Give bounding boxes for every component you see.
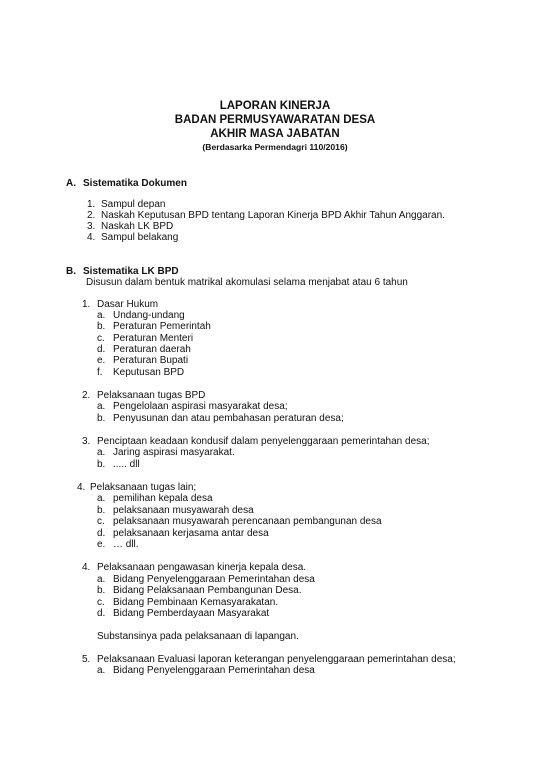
- sub-item: Bidang Penyelenggaraan Pemerintahan desa: [113, 665, 315, 676]
- sub-item-letter: b.: [97, 459, 106, 470]
- list-item-number: 3.: [87, 221, 96, 232]
- list-item-number: 1.: [82, 299, 91, 310]
- sub-item: pelaksanaan musyawarah perencanaan pembangunan desa: [113, 516, 382, 527]
- sub-item-letter: f.: [97, 367, 103, 378]
- sub-item-letter: a.: [97, 401, 106, 412]
- section-a-number: A.: [66, 178, 76, 189]
- sub-item: pemilihan kepala desa: [113, 493, 213, 504]
- sub-item-letter: b.: [97, 505, 106, 516]
- sub-item-letter: c.: [97, 597, 105, 608]
- list-item-number: 2.: [82, 390, 91, 401]
- list-item-number: 2.: [87, 210, 96, 221]
- sub-item: Pengelolaan aspirasi masyarakat desa;: [113, 401, 288, 412]
- doc-title-line-3: AKHIR MASA JABATAN: [210, 128, 340, 140]
- sub-item-letter: a.: [97, 574, 106, 585]
- section-b-number: B.: [66, 266, 76, 277]
- list-item: Pelaksanaan tugas BPD: [97, 390, 206, 401]
- section-b-intro: Disusun dalam bentuk matrikal akomulasi selama menjabat atau 6 tahun: [86, 277, 408, 288]
- list-item: Naskah LK BPD: [101, 221, 174, 232]
- sub-item: … dll.: [113, 539, 139, 550]
- list-item: Dasar Hukum: [97, 299, 159, 310]
- list-item-number: 3.: [82, 436, 91, 447]
- doc-title-line-2: BADAN PERMUSYAWARATAN DESA: [174, 114, 376, 126]
- sub-item: Peraturan Bupati: [113, 355, 189, 366]
- sub-item-letter: e.: [97, 539, 106, 550]
- sub-item-letter: c.: [97, 516, 105, 527]
- doc-title-line-1: LAPORAN KINERJA: [219, 100, 331, 112]
- section-a-heading: Sistematika Dokumen: [83, 178, 187, 189]
- list-item: Penciptaan keadaan kondusif dalam penyelenggaraan pemerintahan desa;: [97, 436, 430, 447]
- list-item: Sampul depan: [101, 199, 166, 210]
- list-item: Sampul belakang: [101, 232, 179, 243]
- doc-subtitle: (Berdasarka Permendagri 110/2016): [202, 142, 348, 152]
- sub-item: ..... dll: [113, 459, 140, 470]
- list-item: Naskah Keputusan BPD tentang Laporan Kinerja BPD Akhir Tahun Anggaran.: [101, 210, 445, 221]
- sub-item: Peraturan Menteri: [113, 333, 194, 344]
- list-item-number: 4.: [82, 562, 91, 573]
- sub-item: Bidang Pemberdayaan Masyarakat: [113, 608, 270, 619]
- item-note: Substansinya pada pelaksanaan di lapangan.: [97, 631, 299, 642]
- sub-item: Undang-undang: [113, 310, 185, 321]
- sub-item: Bidang Pelaksanaan Pembangunan Desa.: [113, 585, 302, 596]
- sub-item-letter: b.: [97, 585, 106, 596]
- sub-item-letter: c.: [97, 333, 105, 344]
- section-b-heading: Sistematika LK BPD: [83, 266, 179, 277]
- sub-item-letter: a.: [97, 665, 106, 676]
- sub-item: Jaring aspirasi masyarakat.: [113, 447, 235, 458]
- sub-item: pelaksanaan kerjasama antar desa: [113, 528, 269, 539]
- sub-item: Peraturan daerah: [113, 344, 191, 355]
- sub-item: Penyusunan dan atau pembahasan peraturan desa;: [113, 413, 344, 424]
- sub-item-letter: d.: [97, 608, 106, 619]
- sub-item-letter: a.: [97, 310, 106, 321]
- list-item: Pelaksanaan tugas lain;: [90, 482, 197, 493]
- list-item-number: 5.: [82, 654, 91, 665]
- sub-item: pelaksanaan musyawarah desa: [113, 505, 254, 516]
- sub-item-letter: a.: [97, 493, 106, 504]
- sub-item-letter: b.: [97, 413, 106, 424]
- sub-item: Bidang Penyelenggaraan Pemerintahan desa: [113, 574, 315, 585]
- sub-item: Bidang Pembinaan Kemasyarakatan.: [113, 597, 279, 608]
- list-item-number: 4.: [77, 482, 86, 493]
- sub-item-letter: b.: [97, 321, 106, 332]
- sub-item: Peraturan Pemerintah: [113, 321, 211, 332]
- list-item-number: 4.: [87, 232, 96, 243]
- sub-item-letter: a.: [97, 447, 106, 458]
- sub-item-letter: d.: [97, 344, 106, 355]
- sub-item-letter: d.: [97, 528, 106, 539]
- list-item: Pelaksanaan pengawasan kinerja kepala desa.: [97, 562, 307, 573]
- sub-item: Keputusan BPD: [113, 367, 185, 378]
- list-item: Pelaksanaan Evaluasi laporan keterangan penyelenggaraan pemerintahan desa;: [97, 654, 456, 665]
- sub-item-letter: e.: [97, 355, 106, 366]
- list-item-number: 1.: [87, 199, 96, 210]
